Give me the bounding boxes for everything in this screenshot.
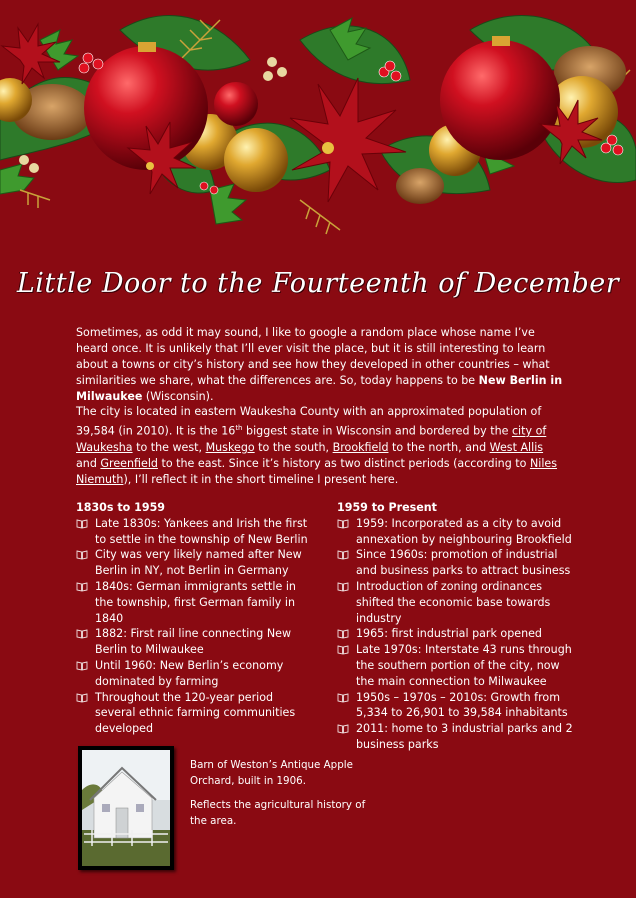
book-icon	[337, 693, 349, 703]
book-icon	[337, 519, 349, 529]
timeline-list	[337, 516, 577, 753]
intro-text: Sometimes, as odd it may sound, I like to google a random place whose name I’ve heard once. It is unlikely that I’ll ever visit the place, but it is still interesting to learn about a towns or city’s history and see how they developed in other countries – what similarities we share, what the differences are. So, today happens to be	[76, 326, 550, 388]
timeline-1959-present	[337, 500, 577, 753]
location-text: and	[76, 456, 101, 470]
timeline-item	[337, 690, 577, 722]
book-icon	[337, 550, 349, 560]
timeline-item	[76, 547, 316, 579]
barn-image	[82, 750, 170, 866]
caption-line: Barn of Weston’s Antique Apple Orchard, built in 1906.	[190, 759, 353, 787]
ordinal-superscript: th	[235, 424, 243, 433]
timeline-item-text: 1882: First rail line connecting New Berlin to Milwaukee	[95, 627, 292, 657]
timeline-heading: 1830s to 1959	[76, 501, 166, 514]
timeline-item-text: Since 1960s: promotion of industrial and business parks to attract business	[356, 548, 571, 578]
book-icon	[76, 582, 88, 592]
christmas-garland-banner	[0, 0, 636, 250]
book-icon	[337, 724, 349, 734]
location-text: to the west,	[132, 440, 206, 454]
intro-paragraph	[76, 325, 564, 405]
book-icon	[76, 550, 88, 560]
link-brookfield[interactable]: Brookfield	[332, 440, 389, 454]
timeline-item-text: 1950s – 1970s – 2010s: Growth from 5,334 to 26,901 to 39,584 inhabitants	[356, 690, 568, 720]
timeline-item-text: 2011: home to 3 industrial parks and 2 business parks	[356, 722, 573, 751]
location-text: to the south,	[254, 440, 333, 454]
timeline-item	[337, 547, 577, 579]
link-niles-niemuth[interactable]: Niles Niemuth	[76, 456, 558, 487]
timeline-item	[337, 642, 577, 689]
book-icon	[337, 645, 349, 655]
timeline-item	[337, 516, 577, 548]
barn-photo	[78, 746, 174, 870]
timeline-1830s-1959	[76, 500, 316, 737]
timeline-item	[337, 721, 577, 753]
location-text: to the east. Since it’s history as two distinct periods (according to	[157, 456, 530, 470]
timeline-item-text: 1965: first industrial park opened	[356, 627, 542, 641]
timeline-item	[76, 579, 316, 626]
caption-line: Reflects the agricultural history of the area.	[190, 799, 366, 827]
timeline-item-text: 1959: Incorporated as a city to avoid annexation by neighbouring Brookfield	[356, 516, 572, 546]
location-text: to the north, and	[388, 440, 490, 454]
page-title: Little Door to the Fourteenth of December	[16, 268, 620, 299]
timeline-item	[337, 626, 577, 642]
timeline-item	[76, 658, 316, 690]
location-text: ), I’ll reflect it in the short timeline I present here.	[123, 473, 399, 487]
timeline-item	[76, 626, 316, 658]
timeline-item-text: City was very likely named after New Berlin in NY, not Berlin in Germany	[95, 548, 302, 578]
link-west-allis[interactable]: West Allis	[489, 440, 544, 454]
timeline-item-text: Throughout the 120-year period several ethnic farming communities developed	[95, 690, 296, 736]
timeline-item-text: Late 1830s: Yankees and Irish the first to settle in the township of New Berlin	[95, 516, 308, 546]
link-city-of-waukesha[interactable]: city of Waukesha	[76, 424, 547, 454]
timeline-item	[337, 579, 577, 626]
timeline-item	[76, 690, 316, 737]
book-icon	[337, 629, 349, 639]
book-icon	[76, 693, 88, 703]
intro-text-end: (Wisconsin).	[142, 390, 214, 404]
book-icon	[76, 519, 88, 529]
timeline-item-text: 1840s: German immigrants settle in the township, first German family in 1840	[95, 579, 296, 625]
location-paragraph	[76, 404, 564, 488]
book-icon	[76, 661, 88, 671]
book-icon	[337, 582, 349, 592]
timeline-item-text: Introduction of zoning ordinances shifted the economic base towards industry	[356, 579, 551, 625]
location-text: The city is located in eastern Waukesha County with an approximated population of 39,584 (in 2010). It is the 16	[76, 405, 542, 438]
timeline-item-text: Until 1960: New Berlin’s economy dominated by farming	[95, 658, 284, 688]
link-muskego[interactable]: Muskego	[205, 440, 255, 454]
location-text: biggest state in Wisconsin and bordered by the	[242, 424, 512, 438]
book-icon	[76, 629, 88, 639]
link-greenfield[interactable]: Greenfield	[100, 456, 158, 470]
intro-bold-place: New Berlin in Milwaukee	[76, 374, 563, 404]
photo-caption	[190, 758, 370, 838]
timeline-heading: 1959 to Present	[337, 501, 437, 514]
timeline-list	[76, 516, 316, 737]
timeline-item-text: Late 1970s: Interstate 43 runs through the southern portion of the city, now the main connection to Milwaukee	[356, 643, 572, 688]
timeline-item	[76, 516, 316, 548]
